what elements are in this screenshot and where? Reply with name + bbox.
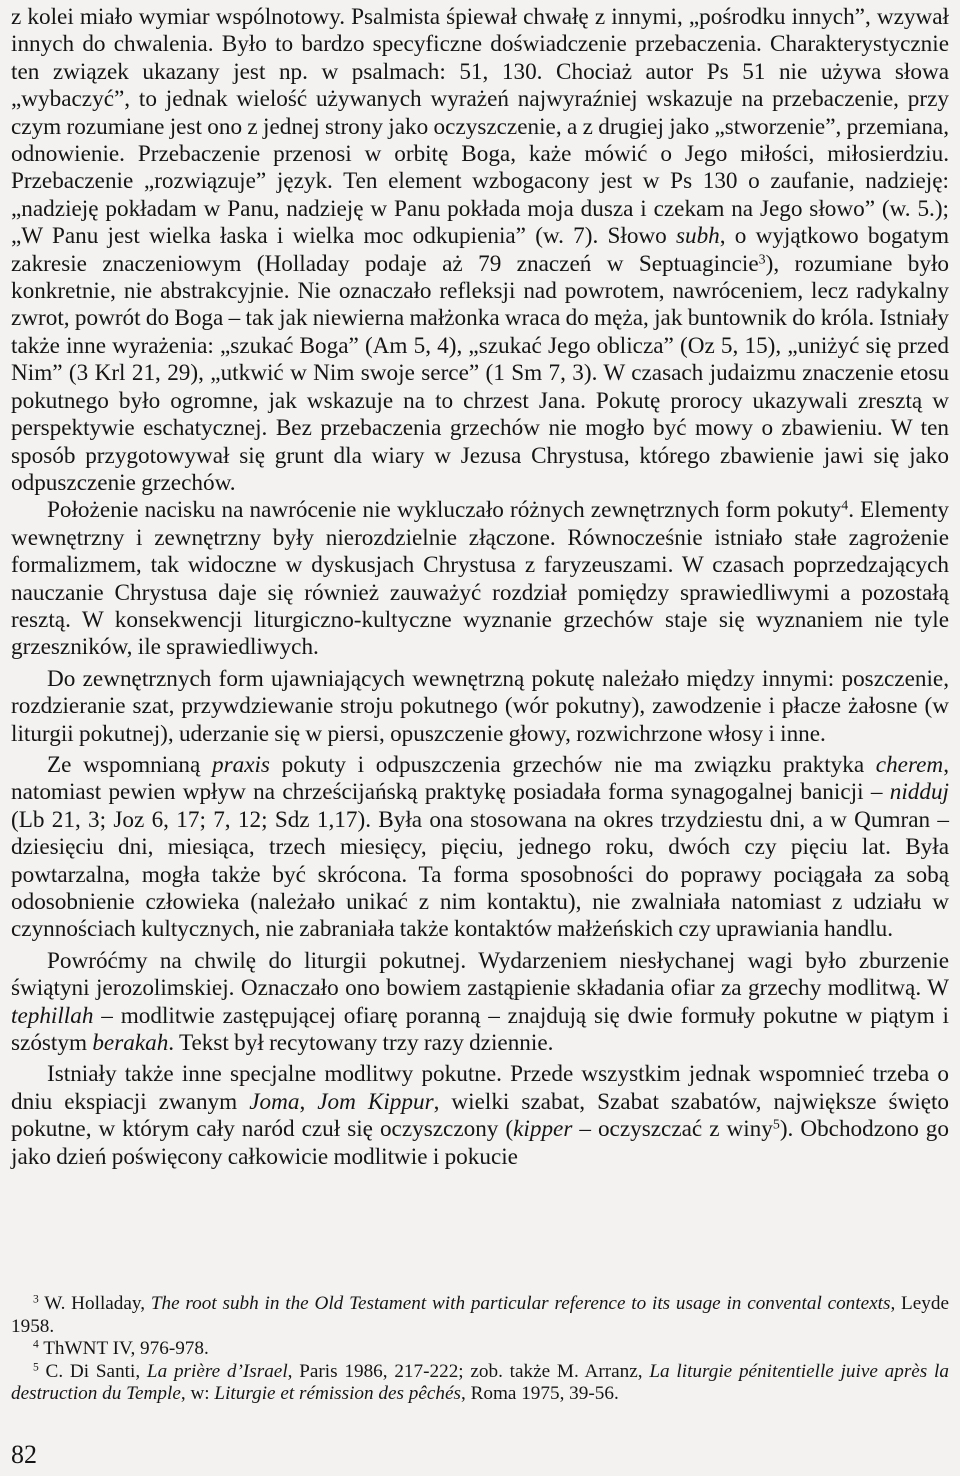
page-number: 82 xyxy=(11,1440,37,1469)
text-run: ), rozumiane było konkretnie, nie abstrakcyjnie. Nie oznaczało refleksji nad powrotem, nawróceniem, lecz radykalny zwrot, powrót do Boga – tak jak niewierna małżonka wraca do męża, jak buntownik do króla. Istniały także inne wyrażenia: „szukać Boga” (Am 5, 4), „szukać Jego oblicza” (Oz 5, 15), „uniżyć się przed Nim” (3 Krl 21, 29), „utkwić w Nim swoje serce” (1 Sm 7, 3). W czasach judaizmu znaczenie etosu pokutnego było ogromne, jak wskazuje na to chrzest Jana. Pokutę prorocy ukazywali zresztą w perspektywie eschatycznej. Bez przebaczenia grzechów nie mogło być mowy o zbawieniu. W ten sposób przygotowywał się grunt dla wiary w Jezusa Chrystusa, którego zbawienie jawi się jako odpuszczenie grzechów. xyxy=(11,250,949,496)
footnote-ref: 5 xyxy=(33,1361,39,1374)
paragraph xyxy=(11,497,949,661)
italic-term: tephillah xyxy=(11,1002,94,1029)
italic-term: Jom Kippur xyxy=(317,1088,434,1115)
text-run: ). Obchodzono go jako dzień poświęcony całkowicie modlitwie i pokucie xyxy=(11,1116,949,1170)
italic-term: La prière d’Israel xyxy=(146,1360,288,1382)
paragraph xyxy=(11,948,949,1058)
footnote-ref: 3 xyxy=(758,252,766,268)
main-text xyxy=(11,4,949,1171)
text-run: , Roma 1975, 39-56. xyxy=(460,1383,619,1404)
text-run: (Lb 21, 3; Joz 6, 17; 7, 12; Sdz 1,17). Była ona stosowana na okres trzydziestu dni, a w Qumran – dziesięciu dni, miesiąca, trzech miesięcy, pięciu, jednego roku, dwóch czy pięciu lat. Była powtarzalna, mogła także być skrócona. Ta forma sposobności do poprawy pociągała za sobą odosobnienie człowieka (należało unikać z nim kontaktu), nie zwalniała natomiast z udziału w czynnościach kultycznych, nie zabraniała także kontaktów małżeńskich czy uprawiania handlu. xyxy=(11,806,949,943)
paragraph xyxy=(11,1061,949,1171)
text-run: , o wyjątkowo bogatym zakresie znaczeniowym (Holladay podaje aż 79 znaczeń w Septuagincie xyxy=(11,223,949,277)
footnotes xyxy=(11,1293,949,1406)
text-run: , w: xyxy=(180,1383,215,1404)
italic-term: cherem xyxy=(875,751,944,778)
paragraph xyxy=(11,4,949,497)
text-run: Ze wspomnianą xyxy=(47,751,212,778)
paragraph xyxy=(11,666,949,748)
italic-term: Liturgie et rémission des pêchés xyxy=(214,1383,461,1404)
text-run: , Paris 1986, 217-222; zob. także M. Arranz, xyxy=(287,1360,650,1382)
text-run: ThWNT IV, 976-978. xyxy=(38,1338,209,1359)
italic-term: berakah xyxy=(92,1030,169,1057)
footnote-ref: 5 xyxy=(772,1117,780,1133)
italic-term: The root subh in the Old Testament with particular reference to its usage in convental contexts xyxy=(150,1293,891,1314)
text-run: . Elementy wewnętrzny i zewnętrzny były nierozdzielnie złączone. Równocześnie istniało stałe zagrożenie formalizmem, tak widoczne w dyskusjach Chrystusa z faryzeuszami. W czasach poprzedzających nauczanie Chrystusa daje się również zauważyć rozdział pomiędzy sprawiedliwymi a pozostałą resztą. W konsekwencji liturgiczno-kultyczne wyznanie grzechów staje się wyznaniem nie tyle grzeszników, ile sprawiedliwych. xyxy=(11,497,949,661)
footnote xyxy=(11,1338,949,1361)
italic-term: subh xyxy=(675,223,720,250)
book-page xyxy=(11,0,950,1404)
footnote xyxy=(11,1361,949,1406)
text-run: Powróćmy na chwilę do liturgii pokutnej. Wydarzeniem niesłychanej wagi było zburzenie świątyni jerozolimskiej. Oznaczało ono bowiem zastąpienie składania ofiar za grzechy modlitwą. W xyxy=(11,947,949,1002)
text-run: pokuty i odpuszczenia grzechów nie ma związku praktyka xyxy=(269,751,876,778)
italic-term: nidduj xyxy=(889,779,949,806)
text-run: Położenie nacisku na nawrócenie nie wykluczało różnych zewnętrznych form pokuty xyxy=(47,497,842,524)
text-run: – oczyszczać z winy xyxy=(572,1116,773,1143)
text-run: W. Holladay, xyxy=(38,1293,151,1314)
paragraph xyxy=(11,752,949,944)
italic-term: kipper xyxy=(513,1116,573,1143)
text-run: Istniały także inne specjalne modlitwy pokutne. Przede wszystkim jednak wspomnieć trzeba o dniu ekspiacji zwanym xyxy=(11,1061,949,1115)
text-run: . Tekst był recytowany trzy razy dziennie. xyxy=(168,1030,554,1057)
italic-term: praxis xyxy=(211,751,270,778)
footnote-ref: 4 xyxy=(841,498,849,514)
text-run: z kolei miało wymiar wspólnotowy. Psalmista śpiewał chwałę z innymi, „pośrodku innych”, wzywał innych do chwalenia. Było to bardzo specyficzne doświadczenie przebaczenia. Charakterystycznie ten związek ukazany jest np. w psalmach: 51, 130. Chociaż autor Ps 51 nie używa słowa „wybaczyć”, to jednak wielość używanych wyrażeń najwyraźniej wskazuje na przebaczenie, przy czym rozumiane jest ono z jednej strony jako oczyszczenie, a z drugiej jako „stworzenie”, przemiana, odnowienie. Przebaczenie przenosi w orbitę Boga, każe mówić o Jego miłości, miłosierdziu. Przebaczenie „rozwiązuje” język. Ten element wzbogacony jest w Ps 130 o zaufanie, nadzieję: „nadzieję pokładam w Panu, nadzieję w Panu pokłada moja dusza i czekam na Jego słowo” (w. 5.); „W Panu jest wielka łaska i wielka moc odkupienia” (w. 7). Słowo xyxy=(11,4,949,250)
text-run: , natomiast pewien wpływ na chrześcijańską praktykę posiadała forma synagogalnej banicji – xyxy=(11,751,949,806)
italic-term: Joma xyxy=(249,1088,300,1115)
footnote-ref: 3 xyxy=(33,1293,39,1306)
footnote-ref: 4 xyxy=(33,1338,39,1351)
footnote xyxy=(11,1293,949,1338)
text-run: , xyxy=(299,1088,318,1115)
text-run: , wielki szabat, Szabat szabatów, największe święto pokutne, w którym cały naród czuł się oczyszczony ( xyxy=(11,1088,950,1143)
text-run: Do zewnętrznych form ujawniających wewnętrzną pokutę należało między innymi: poszczenie, rozdzieranie szat, przywdziewanie stroju pokutnego (wór pokutny), zawodzenie i płacze żałosne (w liturgii pokutnej), uderzanie się w piersi, opuszczenie głowy, rozwichrzone włosy i inne. xyxy=(11,665,949,747)
text-run: – modlitwie zastępującej ofiarę poranną – znajdują się dwie formuły pokutne w piątym i szóstym xyxy=(11,1002,949,1057)
text-run: C. Di Santi, xyxy=(38,1360,147,1382)
text-run: , Leyde 1958. xyxy=(11,1293,949,1337)
italic-term: La liturgie pénitentielle juive après la destruction du Temple xyxy=(11,1360,949,1404)
